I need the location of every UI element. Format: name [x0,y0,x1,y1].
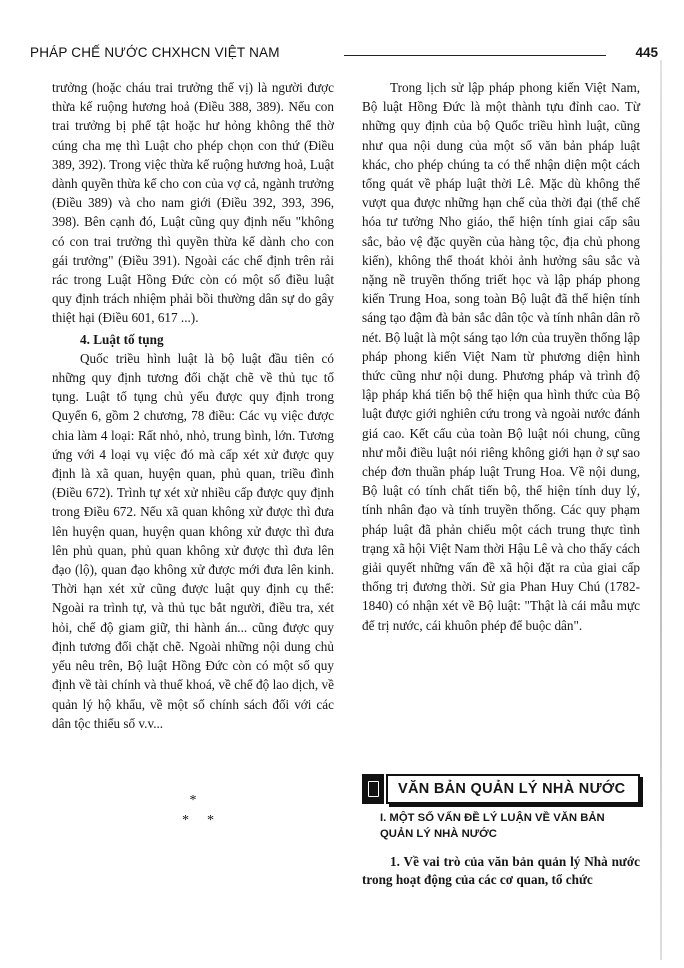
star-mark-pair: ** [182,813,232,828]
right-column [362,78,640,635]
scan-edge-shadow [660,60,662,960]
running-title: PHÁP CHẾ NƯỚC CHXHCN VIỆT NAM [30,45,280,60]
chapter-marker-icon [362,774,384,804]
item-heading [362,853,640,889]
subsection-heading-line: I. MỘT SỐ VẤN ĐỀ LÝ LUẬN VỀ VĂN BẢN [380,812,605,824]
subsection-heading [380,810,642,842]
page-header [30,43,658,65]
section-heading: 4. Luật tố tụng [80,331,164,347]
page-number: 445 [635,45,658,60]
chapter-title: VĂN BẢN QUẢN LÝ NHÀ NƯỚC [386,774,640,804]
paragraph: trưởng (hoặc cháu trai trưởng thế vị) là người được thừa kế ruộng hương hoả (Điều 388, 389). Nếu con trai trưởng bị phế tật hoặc hư hỏng không thể thờ cúng cha mẹ thì Luật cho phép chọn con thứ (Điều 389, 392). Trong việc thừa kế ruộng hương hoả, Luật dành quyền thừa kế cho con của vợ cả, ngành trưởng (Điều 389) và cho nam giới (Điều 392, 393, 396, 398). Bên cạnh đó, Luật cũng quy định nếu "không có con trai trưởng thì quyền thừa kế dành cho con gái trưởng" (Điều 391). Ngoài các chế định trên rải rác trong Luật Hồng Đức còn có một số điều luật quy định trách nhiệm phải bồi thường dân sự do gây thiệt hại (Điều 601, 617 ...). [52,80,334,326]
chapter-banner [362,774,640,804]
subsection-heading-line: QUẢN LÝ NHÀ NƯỚC [380,828,497,840]
left-column [52,78,334,733]
star-mark: * [189,793,197,808]
item-heading-text: 1. Về vai trò của văn bản quản lý Nhà nước trong hoạt động của các cơ quan, tổ chức [362,854,640,887]
paragraph: Quốc triều hình luật là bộ luật đầu tiên có những quy định tương đối chặt chẽ về thủ tục tố tụng. Luật tố tụng chủ yếu được quy định trong Quyển 6, gồm 2 chương, 78 điều: Các vụ việc được chia làm 4 loại: Rất nhỏ, nhỏ, trung bình, lớn. Tương ứng với 4 loại vụ việc đó mà cấp xét xử được quy định là xã quan, huyện quan, phủ quan, triều đình (Điều 672). Trình tự xét xử nhiều cấp được quy định trong Điều 672. Nếu xã quan không xử được thì đưa lên huyện quan, huyện quan không xử được thì đưa lên phủ quan, phủ quan không xử được thì đưa lên đạo (lộ), quan đạo không xử được mới đưa lên kinh. Thời hạn xét xử cũng được luật quy định cụ thể: Ngoài ra trình tự, và thủ tục bắt người, điều tra, xét hỏi, chế độ giam giữ, thi hành án... cũng được quy định tương đối chặt chẽ. Ngoài những nội dung chủ yếu nêu trên, Bộ luật Hồng Đức còn có một số quy định về tài chính và thuế khoá, về chế độ lao dịch, về quản lý hộ khẩu, về một số chính sách đối với các dân tộc thiểu số v.v... [52,350,334,731]
header-rule [344,55,606,56]
paragraph: Trong lịch sử lập pháp phong kiến Việt Nam, Bộ luật Hồng Đức là một thành tựu đỉnh cao. Từ những quy định của bộ Quốc triều hình luật, cũng như qua nội dung của một số văn bản pháp luật khác, cho phép chúng ta có thể nhận diện một cách tổng quát về pháp luật thời Lê. Mặc dù không thể vượt qua được những hạn chế của thời đại (thể chế hóa tư tưởng Nho giáo, thể hiện tính giai cấp sâu sắc, bảo vệ đặc quyền của hàng tộc, địa chủ phong kiến), không thể thoát khỏi ảnh hưởng sâu sắc và nặng nề truyền thống triết học và lập pháp phong kiến Trung Hoa, song toàn Bộ luật đã thể hiện tính sáng tạo đậm đà bản sắc dân tộc và tính nhân dân rõ nét. Bộ luật là một sáng tạo lớn của truyền thống lập pháp phong kiến Việt Nam từ phương diện hình thức cũng như nội dung. Phương pháp và trình độ lập pháp khá tiến bộ thể hiện qua hình thức của Bộ luật được giới nghiên cứu trong và ngoài nước đánh giá cao. Kết cấu của toàn Bộ luật nói chung, cũng như mỗi điều luật nói riêng không giới hạn ở sự sao chép đơn thuần pháp luật Trung Hoa. Về nội dung, Bộ luật có tính chất tiến bộ, thể hiện tính duy lý, tính nhân đạo và tính truyền thống. Các quy phạm pháp luật đã phản chiếu một cách trung thực tình trạng xã hội Việt Nam thời Hậu Lê và cho thấy cách giải quyết những vấn đề xã hội đặt ra của giai cấp thống trị đương thời. Sử gia Phan Huy Chú (1782-1840) có nhận xét về Bộ luật: "Thật là cái mẫu mực để trị nước, cái khuôn phép để buộc dân". [362,80,640,633]
